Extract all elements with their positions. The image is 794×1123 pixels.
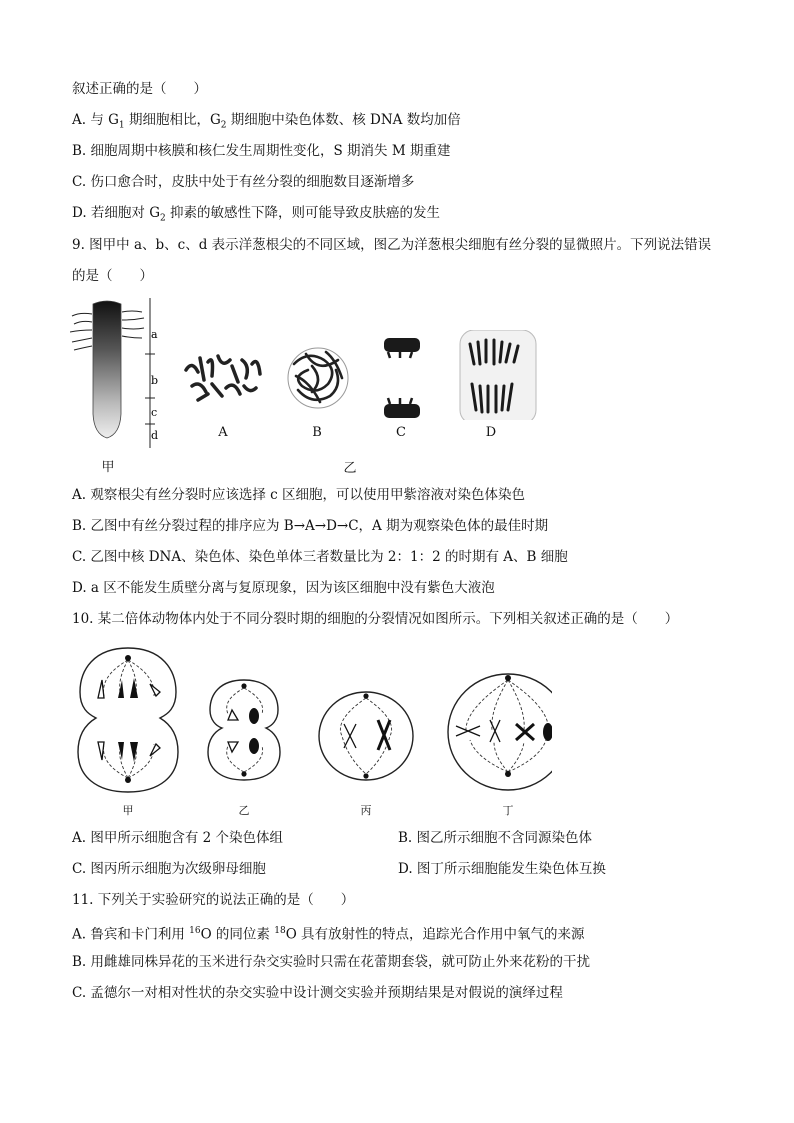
micrograph-b [288,348,348,408]
region-d-label: d [151,429,159,442]
mitosis-micrographs [178,330,538,420]
cell-yi-label: 乙 [238,804,250,817]
q10-stem: 10. 某二倍体动物体内处于不同分裂时期的细胞的分裂情况如图所示。下列相关叙述正确的是（ ） [72,611,679,627]
q9-option-b: B. 乙图中有丝分裂过程的排序应为 B→A→D→C，A 期为观察染色体的最佳时期 [72,518,549,534]
cell-jia-label: 甲 [122,804,134,817]
q9-option-a: A. 观察根尖有丝分裂时应该选择 c 区细胞，可以使用甲紫溶液对染色体染色 [72,487,525,503]
q8-stem-tail: 叙述正确的是（ ） [72,81,207,97]
micrograph-d-label: D [485,425,497,440]
micrograph-c-label: C [396,425,406,440]
q11-stem: 11. 下列关于实验研究的说法正确的是（ ） [72,892,355,908]
cell-bing-outline [319,692,413,780]
root-tip-figure [70,296,170,456]
figure-yi-caption: 乙 [343,461,357,476]
cell-bing-label: 丙 [360,804,372,817]
q10-option-b: B. 图乙所示细胞不含同源染色体 [398,830,593,846]
q8-option-c: C. 伤口愈合时，皮肤中处于有丝分裂的细胞数目逐渐增多 [72,174,415,190]
micrograph-d [460,330,536,420]
q9-option-d: D. a 区不能发生质壁分离与复原现象，因为该区细胞中没有紫色大液泡 [72,580,495,596]
q8-option-b: B. 细胞周期中核膜和核仁发生周期性变化，S 期消失 M 期重建 [72,143,451,159]
region-a-label: a [151,328,158,341]
cell-yi-outline [208,680,280,780]
q9-option-c: C. 乙图中核 DNA、染色体、染色单体三者数量比为 2：1：2 的时期有 A、B 细胞 [72,549,568,565]
q10-option-a: A. 图甲所示细胞含有 2 个染色体组 [72,830,284,846]
figure-jia-caption: 甲 [101,460,115,475]
q9-stem-line1: 9. 图甲中 a、b、c、d 表示洋葱根尖的不同区域，图乙为洋葱根尖细胞有丝分裂的显微照片。下列说法错误 [72,237,712,253]
q10-option-c: C. 图丙所示细胞为次级卵母细胞 [72,861,266,877]
micrograph-a-label: A [218,425,228,440]
q11-option-c: C. 孟德尔一对相对性状的杂交实验中设计测交实验并预期结果是对假说的演绎过程 [72,985,563,1001]
micrograph-a [186,356,260,400]
cell-ding-label: 丁 [502,804,514,817]
micrograph-b-label: B [312,425,322,440]
region-b-label: b [151,374,159,387]
cell-jia-outline [78,648,178,792]
cell-ding-outline [448,674,552,790]
micrograph-c [384,338,420,418]
q10-option-d: D. 图丁所示细胞能发生染色体互换 [398,861,606,877]
q8-option-d: D. 若细胞对 $G_2$ 抑素的敏感性下降，则可能导致皮肤癌的发生 [72,205,441,224]
q8-option-a: A. 与 $G_1$ 期细胞相比，$G_2$ 期细胞中染色体数、核 DNA 数均加倍 [72,112,461,131]
q11-option-b: B. 用雌雄同株异花的玉米进行杂交实验时只需在花蕾期套袋，就可防止外来花粉的干扰 [72,954,591,970]
region-c-label: c [151,406,158,419]
cell-division-diagram [72,640,552,800]
q9-stem-line2: 的是（ ） [72,268,153,284]
q11-option-a: A. 鲁宾和卡门利用 $^{16}$O 的同位素 $^{18}$O 具有放射性的特点，追踪光合作用中氧气的来源 [72,926,585,943]
